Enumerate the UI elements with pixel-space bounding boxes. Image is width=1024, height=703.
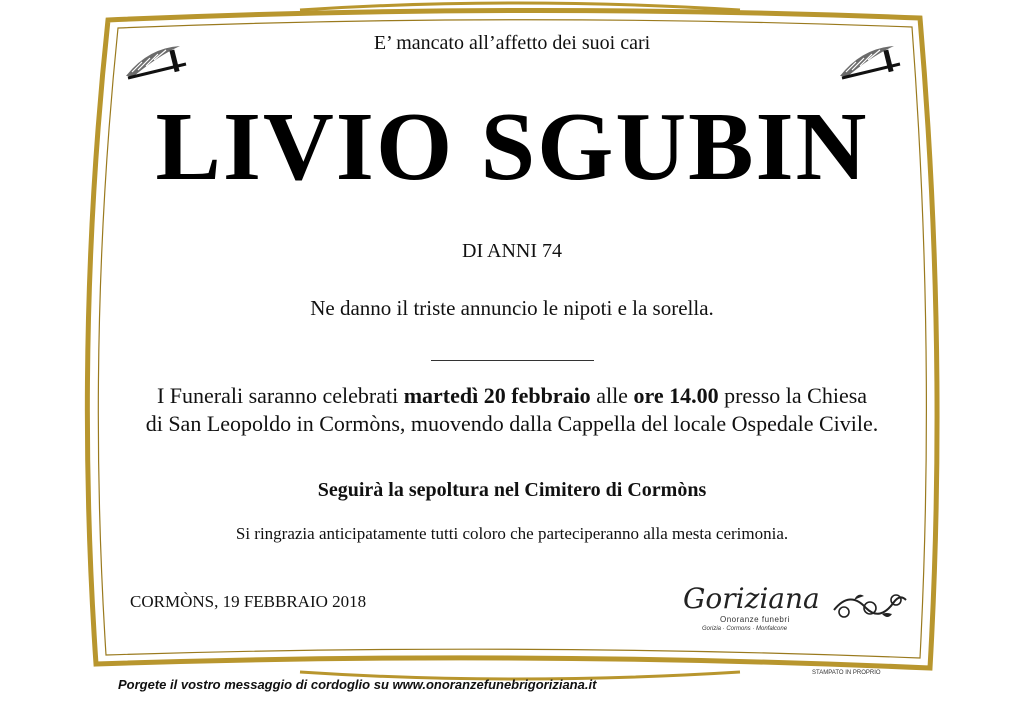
thanks-line: Si ringrazia anticipatamente tutti coloro che parteciperanno alla mesta cerimonia. [235, 524, 789, 543]
condolence-footer: Porgete il vostro messaggio di cordoglio su www.onoranzefunebrigoriziana.it [118, 677, 597, 692]
divider-line [431, 360, 594, 361]
funeral-time: ore 14.00 [633, 383, 719, 408]
logo-name: Goriziana [683, 582, 820, 615]
age-line: DI ANNI 74 [462, 240, 562, 262]
intro-line: E’ mancato all’affetto dei suoi cari [373, 32, 651, 54]
printed-label: STAMPATO IN PROPRIO [812, 670, 881, 676]
funeral-text-3: presso la Chiesa [718, 383, 868, 408]
funeral-details [0, 382, 1024, 438]
announcement-line: Ne danno il triste annuncio le nipoti e la sorella. [310, 296, 714, 320]
logo-cities: Gorizia · Cormons · Monfalcone [702, 626, 788, 632]
deceased-name: LIVIO SGUBIN [155, 93, 869, 201]
burial-line: Seguirà la sepoltura nel Cimitero di Cormòns [317, 479, 707, 501]
funeral-text-1: I Funerali saranno celebrati [156, 383, 404, 408]
place-date: CORMÒNS, 19 FEBBRAIO 2018 [130, 592, 367, 611]
floral-ornament-icon [830, 586, 910, 626]
funeral-line-1 [0, 382, 1024, 410]
funeral-day: martedì 20 febbraio [403, 383, 591, 408]
funeral-home-logo [680, 582, 910, 632]
logo-subtitle: Onoranze funebri [720, 615, 790, 624]
funeral-line-2: di San Leopoldo in Cormòns, muovendo dalla Cappella del locale Ospedale Civile. [145, 411, 879, 436]
funeral-text-2: alle [590, 383, 634, 408]
